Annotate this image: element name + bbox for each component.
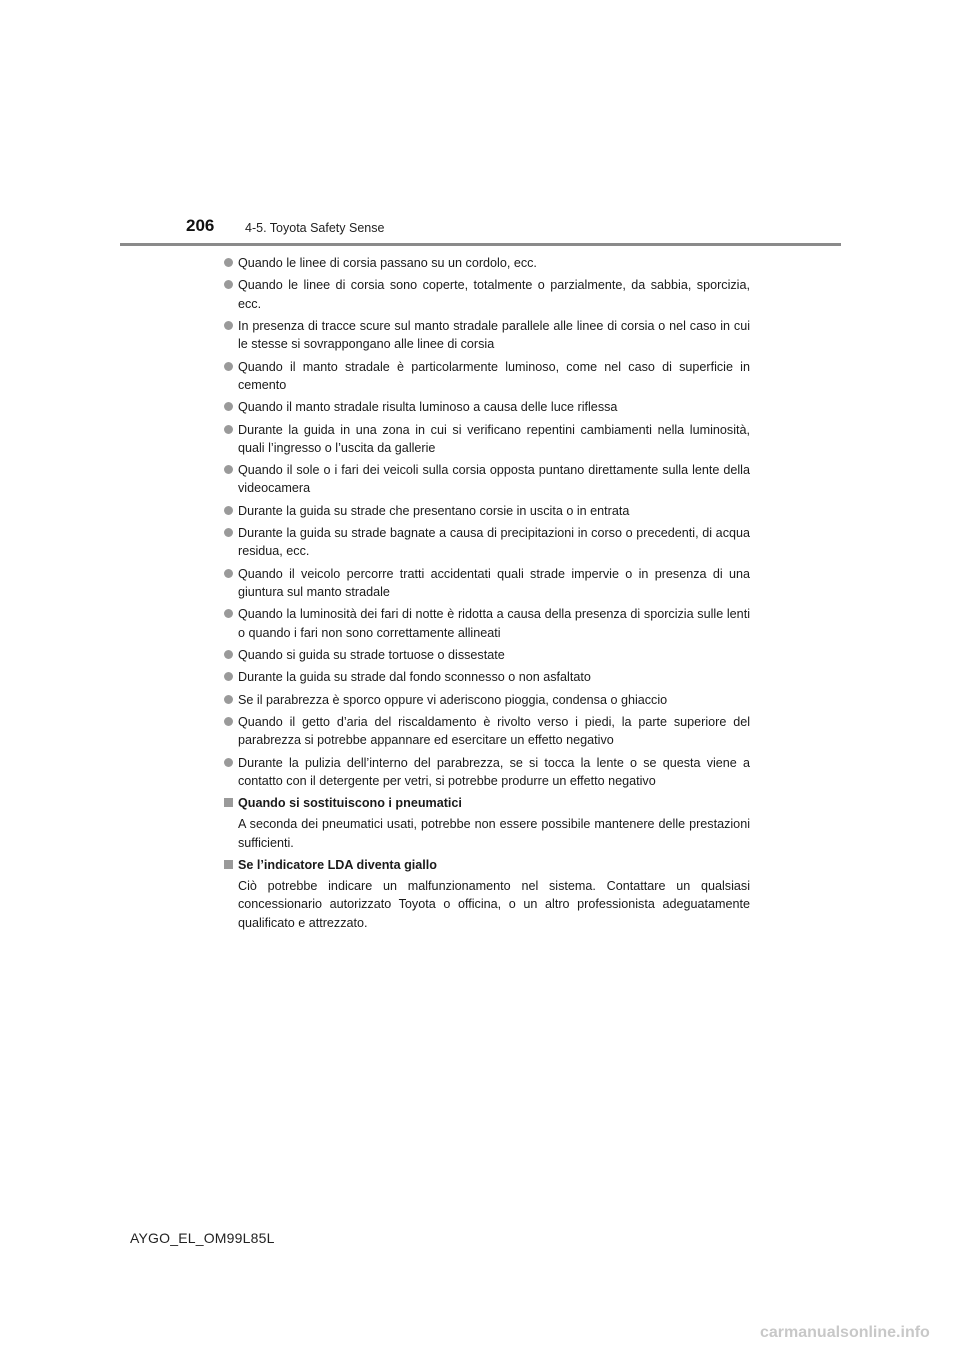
list-item bbox=[224, 421, 750, 457]
list-item-text: Quando le linee di corsia sono coperte, totalmente o parzialmente, da sabbia, sporcizia, ecc. bbox=[238, 278, 750, 311]
list-item bbox=[224, 754, 750, 790]
list-item bbox=[224, 254, 750, 272]
bullet-icon bbox=[224, 362, 233, 371]
list-item bbox=[224, 276, 750, 312]
list-item-text: Durante la pulizia dell’interno del parabrezza, se si tocca la lente o se questa viene a contatto con il detergente per vetri, si potrebbe produrre un effetto negativo bbox=[238, 755, 750, 788]
note-body: A seconda dei pneumatici usati, potrebbe non essere possibile mantenere delle prestazioni sufficienti. bbox=[238, 817, 750, 850]
bullet-icon bbox=[224, 465, 233, 474]
list-item-text: Quando le linee di corsia passano su un cordolo, ecc. bbox=[238, 256, 537, 270]
list-item bbox=[224, 691, 750, 709]
list-item bbox=[224, 317, 750, 353]
list-item bbox=[224, 565, 750, 601]
list-item bbox=[224, 605, 750, 641]
list-item bbox=[224, 502, 750, 520]
bullet-icon bbox=[224, 758, 233, 767]
note-heading bbox=[224, 856, 750, 874]
section-title: 4-5. Toyota Safety Sense bbox=[245, 221, 385, 235]
bullet-icon bbox=[224, 528, 233, 537]
bullet-icon bbox=[224, 258, 233, 267]
list-item bbox=[224, 358, 750, 394]
bullet-icon bbox=[224, 672, 233, 681]
bullet-icon bbox=[224, 609, 233, 618]
square-bullet-icon bbox=[224, 860, 233, 869]
list-item-text: Quando il sole o i fari dei veicoli sulla corsia opposta puntano direttamente sulla lente della videocamera bbox=[238, 463, 750, 496]
list-item bbox=[224, 646, 750, 664]
note-tyres bbox=[224, 794, 750, 852]
square-bullet-icon bbox=[224, 798, 233, 807]
list-item bbox=[224, 668, 750, 686]
bullet-icon bbox=[224, 425, 233, 434]
list-item bbox=[224, 398, 750, 416]
conditions-list bbox=[224, 254, 750, 790]
list-item-text: Quando si guida su strade tortuose o dissestate bbox=[238, 647, 505, 662]
list-item-text: In presenza di tracce scure sul manto stradale parallele alle linee di corsia o nel caso in cui le stesse si sovrappongano alle linee di corsia bbox=[238, 318, 750, 352]
note-heading-text: Quando si sostituiscono i pneumatici bbox=[238, 796, 462, 811]
bullet-icon bbox=[224, 280, 233, 289]
list-item-text: Durante la guida in una zona in cui si verificano repentini cambiamenti nella luminosità, quali l’ingresso o l’uscita da gallerie bbox=[238, 422, 750, 455]
bullet-icon bbox=[224, 569, 233, 578]
watermark: carmanualsonline.info bbox=[760, 1324, 930, 1341]
list-item-text: Se il parabrezza è sporco oppure vi aderiscono pioggia, condensa o ghiaccio bbox=[238, 692, 668, 707]
page-content bbox=[224, 254, 750, 936]
note-lda-indicator bbox=[224, 856, 750, 932]
document-code: AYGO_EL_OM99L85L bbox=[130, 1230, 275, 1246]
list-item-text: Quando la luminosità dei fari di notte è ridotta a causa della presenza di sporcizia sulle lenti o quando i fari non sono correttamente allineati bbox=[238, 607, 750, 640]
list-item-text: Quando il getto d’aria del riscaldamento è rivolto verso i piedi, la parte superiore del parabrezza si potrebbe appannare ed esercitare un effetto negativo bbox=[238, 715, 750, 748]
note-heading-text: Se l’indicatore LDA diventa giallo bbox=[238, 857, 437, 872]
list-item-text: Quando il veicolo percorre tratti accidentati quali strade impervie o in presenza di una giuntura sul manto stradale bbox=[238, 566, 750, 599]
bullet-icon bbox=[224, 506, 233, 515]
list-item-text: Durante la guida su strade dal fondo sconnesso o non asfaltato bbox=[238, 670, 591, 685]
bullet-icon bbox=[224, 321, 233, 330]
bullet-icon bbox=[224, 402, 233, 411]
list-item-text: Quando il manto stradale risulta luminoso a causa delle luce riflessa bbox=[238, 400, 618, 415]
list-item-text: Durante la guida su strade che presentano corsie in uscita o in entrata bbox=[238, 503, 630, 518]
note-heading bbox=[224, 794, 750, 812]
list-item-text: Quando il manto stradale è particolarmente luminoso, come nel caso di superficie in cemento bbox=[238, 359, 750, 392]
bullet-icon bbox=[224, 650, 233, 659]
note-body: Ciò potrebbe indicare un malfunzionamento nel sistema. Contattare un qualsiasi concessionario autorizzato Toyota o officina, o un altro professionista adeguatamente qualificato e attrezzato. bbox=[238, 879, 750, 930]
bullet-icon bbox=[224, 695, 233, 704]
header-divider bbox=[120, 243, 841, 246]
list-item-text: Durante la guida su strade bagnate a causa di precipitazioni in corso o precedenti, di acqua residua, ecc. bbox=[238, 526, 750, 559]
page-number: 206 bbox=[186, 216, 215, 235]
bullet-icon bbox=[224, 717, 233, 726]
list-item bbox=[224, 524, 750, 560]
list-item bbox=[224, 713, 750, 749]
list-item bbox=[224, 461, 750, 497]
